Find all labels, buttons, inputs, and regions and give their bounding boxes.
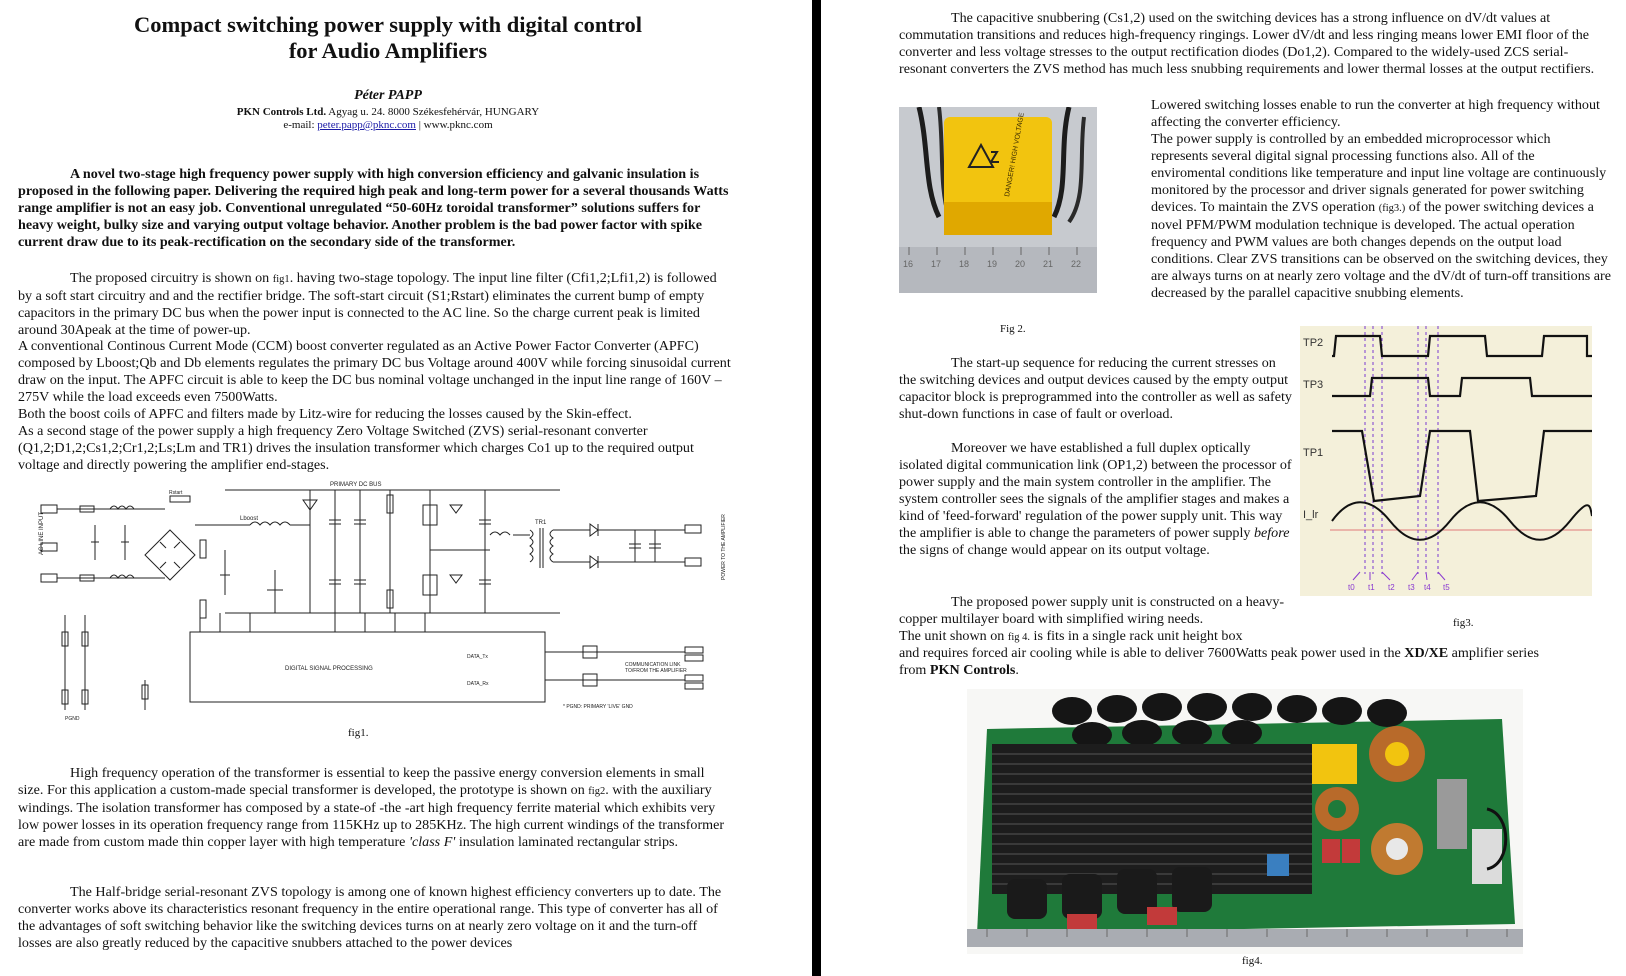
schem-label-dcbus: PRIMARY DC BUS xyxy=(330,482,382,488)
affiliation-address: Agyag u. 24. 8000 Székesfehérvár, HUNGARY xyxy=(326,106,540,118)
vee-terminal xyxy=(685,558,701,566)
r2b-text-b: of the power switching devices a novel PFM/PWM modulation technique is developed. The actual operation frequency and PWM values are both changes depends on the output load conditions. Clear ZVS transitions can be observed on the switching devices, they are always turns on at nearly zero voltage and the dV/dt of turn-off transitions are decreased by the parallel capacitive snubbing elements. xyxy=(1151,199,1611,301)
title-line-1: Compact switching power supply with digital control xyxy=(134,12,642,37)
transformer-winding xyxy=(944,202,1052,235)
product-series: XD/XE xyxy=(1404,645,1449,661)
schem-label-power: POWER TO THE AMPLIFIER xyxy=(721,514,727,580)
rectifier-bridge xyxy=(145,530,195,580)
page-title xyxy=(18,12,758,64)
r4-text-a: Moreover we have established a full duplex optically isolated digital communication link (OP1,2) between the processor of power supply and the main system controller in the amplifier. The system controller sees the signals of the amplifier stages and makes a kind of 'feed-forward' regulation of the power supply unit. This way the amplifier is able to change the parameters of power supply xyxy=(899,440,1292,541)
r5b-text-a: The unit shown on xyxy=(899,628,1008,644)
fig1-caption: fig1. xyxy=(348,727,369,739)
right-paragraph-2b xyxy=(1151,131,1611,302)
ruler-num-17: 17 xyxy=(931,259,942,269)
ruler-num-16: 16 xyxy=(903,259,914,269)
schem-label-comm: COMMUNICATION LINK xyxy=(625,662,681,668)
right-paragraph-3 xyxy=(899,355,1294,423)
fig3-ref: (fig3.) xyxy=(1378,203,1406,214)
label-tp3: TP3 xyxy=(1303,379,1324,391)
p1-text-b: . having two-stage topology. The input line filter (Cfi1,2;Lfi1,2) is followed by a soft start circuitry and and the rectifier bridge. The soft-start circuit (S1;Rstart) eliminates the current bump of empty capacitors in the primary DC bus when the power input is connected to the AC line. So the charge current peak is limited around 30Apeak at the time of power-up. xyxy=(18,270,717,338)
schem-label-lboost: Lboost xyxy=(240,516,259,522)
fig2-ref: fig2 xyxy=(588,786,606,797)
r4-text-b: the signs of change would appear on its output voltage. xyxy=(899,542,1210,558)
main-transformer xyxy=(1312,744,1357,784)
paragraph-2: A conventional Continous Current Mode (CCM) boost converter regulated as an Active Power Factor Converter (APFC) composed by Lboost;Qb and Db elements regulates the primary DC bus Voltage around 400V while forcing sinusoidal current draw on the input. The APFC circuit is able to keep the DC bus nominal voltage unchanged in the input line range of 160V – 275V while the load exceeds even 7500Watts. xyxy=(18,338,731,405)
ac2-terminal xyxy=(41,574,57,582)
right-paragraph-2a: Lowered switching losses enable to run the converter at high frequency without affecting the converter efficiency. xyxy=(1151,97,1600,130)
schem-label-comm2: TO/FROM THE AMPLIFIER xyxy=(625,668,687,674)
r4-italic: before xyxy=(1253,525,1290,541)
email-label: e-mail: xyxy=(283,119,318,131)
p5-text-b: . with the auxiliary windings. The isolation transformer has composed by a state-of -the -art high frequency ferrite material which exhibits very low power losses in its operation frequency range from 115KHz up to 285KHz. The high current windings of the transformer are made from custom made thin copper layer with high temperature xyxy=(18,782,725,850)
label-ilr: I_lr xyxy=(1303,509,1319,521)
fig3-caption: fig3. xyxy=(1453,617,1474,629)
vcc-terminal xyxy=(685,525,701,533)
half-bridge xyxy=(423,490,491,613)
schem-label-dsp: DIGITAL SIGNAL PROCESSING xyxy=(285,666,373,672)
fig4-pcb-photo xyxy=(967,689,1523,954)
abstract-text: A novel two-stage high frequency power supply with high conversion efficiency and galvanic insulation is proposed in the following paper. Delivering the required high peak and long-term power for a several thousands Watts range amplifier is not an easy job. Conventional unregulated “50-60Hz toroidal transformer” solutions suffers for heavy weight, bulky size and varying output voltage behavior. Another problem is the bad power factor with spike current draw due to its peak-rectification on the secondary side of the transformer. xyxy=(18,166,729,250)
ruler-num-22: 22 xyxy=(1071,259,1082,269)
fig3-waveforms xyxy=(1300,326,1592,596)
p5-text-c: insulation laminated rectangular strips. xyxy=(455,834,679,850)
schem-label-rx: DATA_Rx xyxy=(467,681,489,687)
paragraph-4: As a second stage of the power supply a high frequency Zero Voltage Switched (ZVS) serial-resonant converter (Q1,2;D1,2;Cs1,2;Cr1,2;Ls;Lm and TR1) drives the insulation transformer which charges Co1 up to the required output voltage and directly powering the amplifier end-stages. xyxy=(18,423,694,473)
author: Péter PAPP xyxy=(354,88,422,103)
website: | www.pknc.com xyxy=(415,119,493,131)
label-t3: t3 xyxy=(1408,583,1415,592)
ruler-num-19: 19 xyxy=(987,259,998,269)
label-tp2: TP2 xyxy=(1303,337,1324,349)
sense-resistors xyxy=(62,615,148,710)
rstart-resistor xyxy=(170,496,190,502)
p6-text: The Half-bridge serial-resonant ZVS topology is among one of known highest efficiency converters up to date. The converter works above its characteristics resonant frequency in the entire operational range. This type of converter has all of the advantages of soft switching behavior like the switching devices turns on at nearly zero voltage on it and the turn-off losses are also greatly reduced by the capacitive snubbers attached to the power devices xyxy=(18,884,722,951)
lboost-coil xyxy=(250,522,290,525)
contact-line xyxy=(18,119,758,131)
transformer-label: DANGER! HIGH VOLTAGE xyxy=(1004,112,1026,198)
r5d-text-a: from xyxy=(899,662,930,678)
p5-text-a: High frequency operation of the transformer is essential to keep the passive energy conversion elements in small size. For this application a custom-made special transformer is developed, the prototype is shown on xyxy=(18,765,705,798)
r2b-text-a: The power supply is controlled by an embedded microprocessor which represents several digital signal processing functions also. All of the enviromental conditions like temperature and input line voltage are continuously monitored by the processor and driver signals generated for power switching devices. To maintain the ZVS operation xyxy=(1151,131,1607,215)
schem-label-acinput: AC LINE INPUT xyxy=(39,511,45,555)
affiliation xyxy=(18,106,758,118)
ruler-num-20: 20 xyxy=(1015,259,1026,269)
fig2-transformer-photo xyxy=(899,107,1097,293)
r5c-text-b: amplifier series xyxy=(1448,645,1539,661)
paragraph-6 xyxy=(18,884,733,952)
label-t5: t5 xyxy=(1443,583,1450,592)
p1-text-a: The proposed circuitry is shown on xyxy=(70,270,273,286)
ac1-terminal xyxy=(41,505,57,513)
fig4-caption: fig4. xyxy=(1242,955,1263,967)
r5a-text: The proposed power supply unit is constructed on a heavy-copper multilayer board with simplified wiring needs. xyxy=(899,594,1285,627)
ruler xyxy=(899,247,1097,293)
label-t4: t4 xyxy=(1424,583,1431,592)
ruler-num-18: 18 xyxy=(959,259,970,269)
fuse-holder xyxy=(1472,829,1502,884)
r5c-text-a: and requires forced air cooling while is able to deliver 7600Watts peak power used in the xyxy=(899,645,1405,661)
label-t1: t1 xyxy=(1368,583,1375,592)
abstract xyxy=(18,166,733,251)
ruler xyxy=(967,929,1523,947)
affiliation-company: PKN Controls Ltd. xyxy=(236,106,327,118)
paragraph-5 xyxy=(18,765,733,851)
right-paragraph-4 xyxy=(899,440,1294,559)
fig4-ref: fig 4. xyxy=(1007,632,1030,643)
schem-label-tx: DATA_Tx xyxy=(467,654,488,660)
right-paragraph-1 xyxy=(899,10,1607,78)
right-paragraph-5b xyxy=(899,628,1359,646)
class-f-term: 'class F' xyxy=(408,834,456,850)
svg-text:Rstart: Rstart xyxy=(169,490,183,496)
schem-label-pgnd-note: * PGND: PRIMARY 'LIVE' GND xyxy=(563,704,633,710)
paragraph-3: Both the boost coils of APFC and filters made by Litz-wire for reducing the losses caused by the Skin-effect. xyxy=(18,406,632,422)
company-name: PKN Controls xyxy=(929,662,1016,678)
label-tp1: TP1 xyxy=(1303,447,1324,459)
label-t0: t0 xyxy=(1348,583,1355,592)
column-divider xyxy=(812,0,821,976)
paragraph-1 xyxy=(18,270,733,339)
transformer-tr1 xyxy=(530,520,553,568)
bus-capacitors xyxy=(329,490,366,613)
ruler-num-21: 21 xyxy=(1043,259,1054,269)
resonant-inductor xyxy=(490,532,510,535)
r1-text: The capacitive snubbering (Cs1,2) used on the switching devices has a strong influence on dV/dt values at commutation transitions and reduces high-frequency ringings. Lower dV/dt and less ringing means lower EMI floor of the converter and less voltage stresses to the output rectification diodes (Do1,2). Compared to the widely-used ZCS serial-resonant converters the ZVS method has much less snubbing requirements and lower thermal losses at the output rectifiers. xyxy=(899,10,1595,77)
label-t2: t2 xyxy=(1388,583,1395,592)
r5b-text-b: is fits in a single rack unit height box xyxy=(1030,628,1243,644)
left-column xyxy=(0,0,812,976)
r3-text: The start-up sequence for reducing the current stresses on the switching devices and output devices caused by the empty output capacitor block is preprogrammed into the controller as well as safety shut-down functions in case of fault or overload. xyxy=(899,355,1292,422)
right-paragraph-5d xyxy=(899,662,1607,679)
right-paragraph-5a xyxy=(899,594,1299,628)
title-line-2: for Audio Amplifiers xyxy=(288,38,488,63)
fig1-schematic xyxy=(35,480,730,745)
fig2-caption: Fig 2. xyxy=(1000,323,1026,335)
email-link[interactable]: peter.papp@pknc.com xyxy=(317,119,416,131)
r5d-text-b: . xyxy=(1015,662,1019,678)
fig3-background xyxy=(1300,326,1592,596)
relay xyxy=(1437,779,1467,849)
fig1-ref: fig1 xyxy=(272,274,290,285)
blue-capacitor xyxy=(1267,854,1289,876)
schem-label-pgnd: PGND xyxy=(65,716,80,722)
right-paragraph-5c xyxy=(899,645,1607,662)
schem-label-tr1: TR1 xyxy=(535,520,547,526)
